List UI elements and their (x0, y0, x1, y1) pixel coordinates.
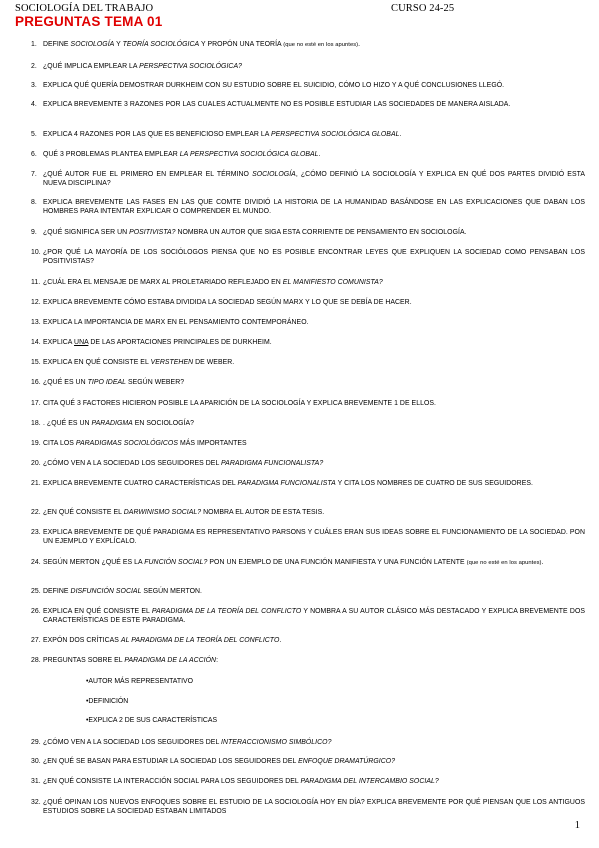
question-item (31, 378, 585, 387)
question-number: 14. (31, 339, 41, 346)
question-item (31, 100, 585, 109)
question-item (31, 198, 585, 217)
question-item (31, 607, 585, 626)
question-text: ¿QUÉ IMPLICA EMPLEAR LA PERSPECTIVA SOCIOLÓGICA? (43, 63, 242, 70)
question-text: ¿CUÁL ERA EL MENSAJE DE MARX AL PROLETARIADO REFLEJADO EN EL MANIFIESTO COMUNISTA? (43, 279, 383, 286)
question-number: 7. (31, 171, 37, 178)
question-item (31, 278, 585, 287)
question-number: 15. (31, 359, 41, 366)
question-item (31, 479, 585, 488)
question-text: . ¿QUÉ ES UN PARADIGMA EN SOCIOLOGÍA? (43, 420, 195, 427)
question-text: DEFINE SOCIOLOGÍA Y TEORÍA SOCIOLÓGICA Y PROPÓN UNA TEORÍA (que no esté en los apuntes). (43, 41, 361, 48)
question-number: 32. (31, 799, 41, 806)
question-text: ¿QUÉ SIGNIFICA SER UN POSITIVISTA? NOMBRA UN AUTOR QUE SIGA ESTA CORRIENTE DE PENSAMIENTO EN SOCIOLOGÍA. (43, 229, 467, 236)
question-number: 27. (31, 637, 41, 644)
question-text: EXPLICA 4 RAZONES POR LAS QUE ES BENEFICIOSO EMPLEAR LA PERSPECTIVA SOCIOLÓGICA GLOBAL. (43, 131, 402, 138)
question-text: EXPLICA BREVEMENTE CÓMO ESTABA DIVIDIDA LA SOCIEDAD SEGÚN MARX Y LO QUE SE DEBÍA DE HACER. (43, 299, 412, 306)
question-item (31, 358, 585, 367)
question-text: ¿EN QUÉ CONSISTE LA INTERACCIÓN SOCIAL PARA LOS SEGUIDORES DEL PARADIGMA DEL INTERCAMBIO SOCIAL? (43, 778, 439, 785)
question-text: EXPÓN DOS CRÍTICAS AL PARADIGMA DE LA TEORÍA DEL CONFLICTO. (43, 637, 282, 644)
question-number: 26. (31, 608, 41, 615)
question-item (31, 318, 585, 327)
question-text: ¿CÓMO VEN A LA SOCIEDAD LOS SEGUIDORES DEL INTERACCIONISMO SIMBÓLICO? (43, 739, 332, 746)
document-course: CURSO 24-25 (391, 3, 455, 14)
question-item (31, 338, 585, 347)
question-text: DEFINE DISFUNCIÓN SOCIAL SEGÚN MERTON. (43, 588, 203, 595)
question-text: ¿EN QUÉ CONSISTE EL DARWINISMO SOCIAL? NOMBRA EL AUTOR DE ESTA TESIS. (43, 509, 325, 516)
question-text: EXPLICA BREVEMENTE LAS FASES EN LAS QUE COMTE DIVIDIÓ LA HISTORIA DE LA HUMANIDAD BASÁNDOSE EN LAS EXPLICACIONES QUE DABAN LOS HOMBRES PARA INTENTAR EXPLICAR O COMPRENDER EL MUNDO. (43, 199, 585, 216)
question-number: 25. (31, 588, 41, 595)
question-item (31, 170, 585, 189)
question-text: ¿EN QUÉ SE BASAN PARA ESTUDIAR LA SOCIEDAD LOS SEGUIDORES DEL ENFOQUE DRAMATÚRGICO? (43, 758, 396, 765)
question-item (31, 62, 585, 71)
question-number: 17. (31, 400, 41, 407)
question-text: EXPLICA UNA DE LAS APORTACIONES PRINCIPALES DE DURKHEIM. (43, 339, 272, 346)
question-text: EXPLICA BREVEMENTE DE QUÉ PARADIGMA ES REPRESENTATIVO PARSONS Y CUÁLES ERAN SUS IDEAS SOBRE EL FUNCIONAMIENTO DE LA SOCIEDAD. PON UN EJEMPLO Y EXPLÍCALO. (43, 529, 585, 546)
question-item (31, 228, 585, 237)
question-item (31, 587, 585, 596)
q28-subitem-author: •AUTOR MÁS REPRESENTATIVO (86, 678, 193, 685)
question-text: EXPLICA BREVEMENTE CUATRO CARACTERÍSTICAS DEL PARADIGMA FUNCIONALISTA Y CITA LOS NOMBRES DE CUATRO DE SUS SEGUIDORES. (43, 480, 533, 487)
question-number: 11. (31, 279, 41, 286)
question-number: 1. (31, 41, 37, 48)
question-number: 28. (31, 657, 41, 664)
question-item (31, 528, 585, 547)
question-number: 9. (31, 229, 37, 236)
question-item (31, 777, 585, 786)
question-item (31, 130, 585, 139)
question-number: 24. (31, 559, 41, 566)
question-text: EXPLICA BREVEMENTE 3 RAZONES POR LAS CUALES ACTUALMENTE NO ES POSIBLE ESTUDIAR LAS SOCIEDADES DE MANERA AISLADA. (43, 101, 511, 108)
question-number: 13. (31, 319, 41, 326)
document-subject: SOCIOLOGÍA DEL TRABAJO (15, 3, 154, 14)
question-number: 8. (31, 199, 37, 206)
q28-subitem-definition: •DEFINICIÓN (86, 698, 129, 705)
question-text: ¿QUÉ OPINAN LOS NUEVOS ENFOQUES SOBRE EL ESTUDIO DE LA SOCIOLOGÍA HOY EN DÍA? EXPLICA BREVEMENTE POR QUÉ PIENSAN QUE LOS ANTIGUOS ESTUDIOS SOBRE LA SOCIEDAD ESTABAN LIMITADOS (43, 799, 585, 816)
question-number: 12. (31, 299, 41, 306)
question-item (31, 439, 585, 448)
question-text: CITA QUÉ 3 FACTORES HICIERON POSIBLE LA APARICIÓN DE LA SOCIOLOGÍA Y EXPLICA BREVEMENTE 1 DE ELLOS. (43, 400, 436, 407)
question-number: 6. (31, 151, 37, 158)
question-item (31, 798, 585, 817)
question-number: 5. (31, 131, 37, 138)
question-item (31, 298, 585, 307)
question-item (31, 508, 585, 517)
question-text: PREGUNTAS SOBRE EL PARADIGMA DE LA ACCIÓN: (43, 657, 219, 664)
question-number: 2. (31, 63, 37, 70)
question-text: SEGÚN MERTON ¿QUÉ ES LA FUNCIÓN SOCIAL? PON UN EJEMPLO DE UNA FUNCIÓN MANIFIESTA Y UNA FUNCIÓN LATENTE (que no esté en los apuntes). (43, 559, 544, 566)
question-item (31, 40, 585, 50)
question-item (31, 757, 585, 766)
question-text: CITA LOS PARADIGMAS SOCIOLÓGICOS MÁS IMPORTANTES (43, 440, 247, 447)
question-item (31, 150, 585, 159)
question-text: ¿QUÉ ES UN TIPO IDEAL SEGÚN WEBER? (43, 379, 185, 386)
question-text: EXPLICA EN QUÉ CONSISTE EL VERSTEHEN DE WEBER. (43, 359, 235, 366)
question-item (31, 656, 585, 665)
question-text: ¿POR QUÉ LA MAYORÍA DE LOS SOCIÓLOGOS PIENSA QUE NO ES POSIBLE ENCONTRAR LEYES QUE EXPLIQUEN LA SOCIEDAD COMO PENSABAN LOS POSITIVISTAS? (43, 249, 585, 266)
q28-subitem-characteristics: •EXPLICA 2 DE SUS CARACTERÍSTICAS (86, 717, 218, 724)
question-item (31, 81, 585, 90)
question-text: QUÉ 3 PROBLEMAS PLANTEA EMPLEAR LA PERSPECTIVA SOCIOLÓGICA GLOBAL. (43, 151, 321, 158)
question-number: 29. (31, 739, 41, 746)
question-item (31, 738, 585, 747)
question-number: 4. (31, 101, 37, 108)
question-number: 22. (31, 509, 41, 516)
question-text: ¿QUÉ AUTOR FUE EL PRIMERO EN EMPLEAR EL TÉRMINO SOCIOLOGÍA, ¿CÓMO DEFINIÓ LA SOCIOLOGÍA Y EXPLICA EN QUÉ DOS PARTES DIVIDIÓ ESTA NUEVA DISCIPLINA? (43, 171, 585, 188)
question-text: EXPLICA EN QUÉ CONSISTE EL PARADIGMA DE LA TEORÍA DEL CONFLICTO Y NOMBRA A SU AUTOR CLÁSICO MÁS DESTACADO Y EXPLICA BREVEMENTE DOS CARACTERÍSTICAS DE ESTE PARADIGMA. (43, 608, 586, 625)
question-number: 3. (31, 82, 37, 89)
page-title: PREGUNTAS TEMA 01 (15, 14, 163, 29)
page-number: 1 (574, 820, 580, 831)
question-item (31, 399, 585, 408)
question-number: 21. (31, 480, 41, 487)
question-number: 20. (31, 460, 41, 467)
question-item (31, 636, 585, 645)
question-item (31, 459, 585, 468)
question-text: EXPLICA LA IMPORTANCIA DE MARX EN EL PENSAMIENTO CONTEMPORÁNEO. (43, 319, 309, 326)
question-number: 30. (31, 758, 41, 765)
question-number: 19. (31, 440, 41, 447)
question-number: 16. (31, 379, 41, 386)
question-number: 18. (31, 420, 41, 427)
question-number: 31. (31, 778, 41, 785)
question-number: 23. (31, 529, 41, 536)
question-item (31, 248, 585, 267)
question-number: 10. (31, 249, 41, 256)
question-item (31, 419, 585, 428)
question-text: ¿CÓMO VEN A LA SOCIEDAD LOS SEGUIDORES DEL PARADIGMA FUNCIONALISTA? (43, 460, 324, 467)
question-item (31, 558, 585, 568)
question-text: EXPLICA QUÉ QUERÍA DEMOSTRAR DURKHEIM CON SU ESTUDIO SOBRE EL SUICIDIO, CÓMO LO HIZO Y A QUÉ CONCLUSIONES LLEGÓ. (43, 82, 505, 89)
